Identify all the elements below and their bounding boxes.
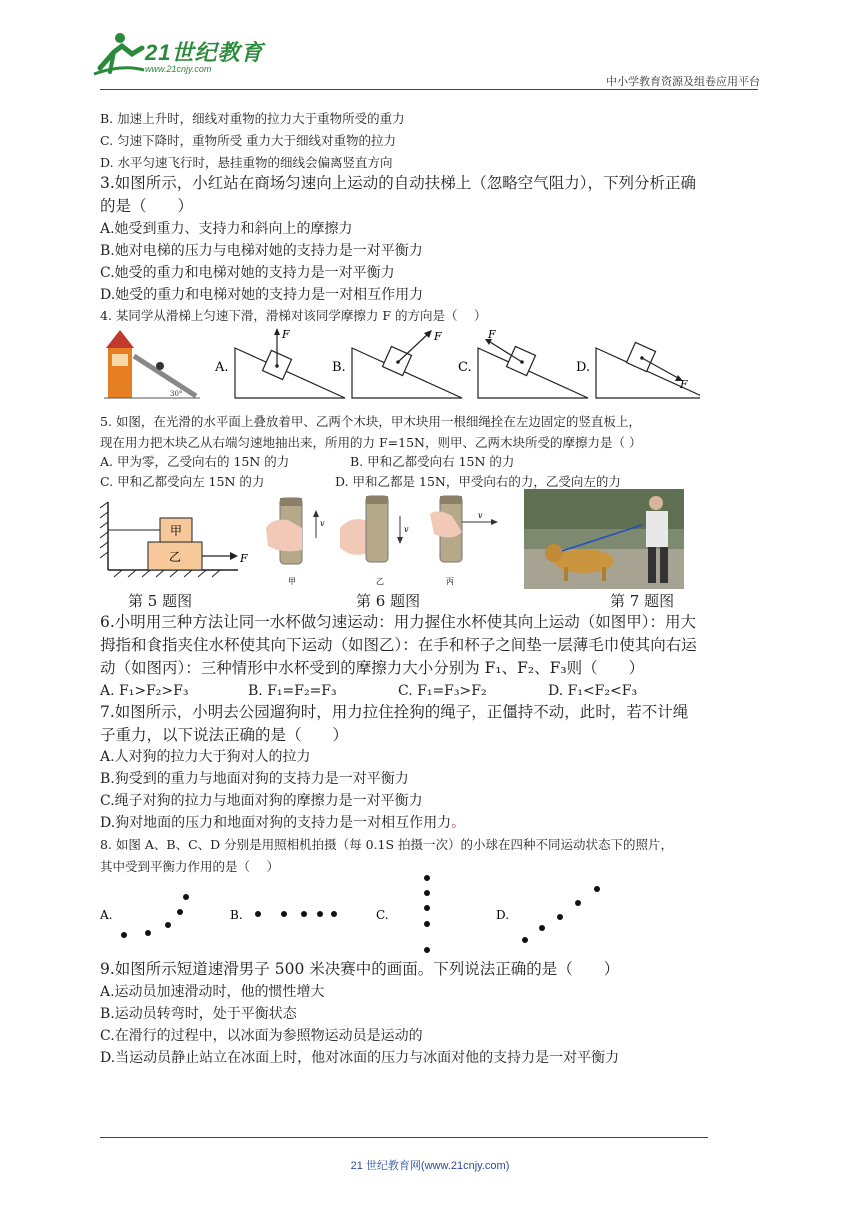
q7-option-a: A.人对狗的拉力大于狗对人的拉力 [100, 749, 311, 765]
q3-stem-1: 3.如图所示，小红站在商场匀速向上运动的自动扶梯上（忽略空气阻力），下列分析正确 [100, 174, 697, 192]
q6-stem-3: 动（如图丙）：三种情形中水杯受到的摩擦力大小分别为 F₁、F₂、F₃则（ ） [100, 659, 645, 677]
q4-option-b-label: B. [332, 360, 346, 375]
q2-option-d: D. 水平匀速飞行时，悬挂重物的细线会偏离竖直方向 [100, 155, 393, 170]
q4-option-c-diagram [478, 328, 591, 398]
q3-option-a: A.她受到重力、支持力和斜向上的摩擦力 [100, 221, 353, 237]
q4-d-force-label: F [680, 378, 688, 391]
logo-url: www.21cnjy.com [145, 64, 212, 74]
q3-option-b: B.她对电梯的压力与电梯对她的支持力是一对平衡力 [100, 243, 423, 259]
q5-option-c: C. 甲和乙都受向左 15N 的力 [100, 474, 265, 489]
q6-option-a: A. F₁>F₂>F₃ [100, 683, 189, 699]
q9-option-b: B.运动员转弯时，处于平衡状态 [100, 1006, 297, 1022]
q3-option-d: D.她受的重力和电梯对她的支持力是一对相互作用力 [100, 287, 424, 303]
q8-option-b-label: B. [230, 908, 243, 922]
q2-option-b: B. 加速上升时，细线对重物的拉力大于重物所受的重力 [100, 111, 405, 126]
q6-option-c: C. F₁=F₃>F₂ [398, 683, 487, 699]
q8-dots-a [121, 894, 189, 938]
q7-red-mark: 。 [451, 815, 466, 831]
q2-option-c: C. 匀速下降时，重物所受 重力大于细线对重物的拉力 [100, 133, 397, 148]
q6-option-b: B. F₁=F₂=F₃ [248, 683, 337, 699]
q8-dots-b [255, 911, 337, 917]
q8-option-a-label: A. [100, 908, 113, 922]
q8-option-c-label: C. [376, 908, 389, 922]
q6-stem-2: 拇指和食指夹住水杯使其向下运动（如图乙）：在手和杯子之间垫一层薄毛巾使其向右运 [100, 636, 697, 654]
fig6-label-bing: 丙 [446, 577, 454, 586]
q4-option-a-diagram [235, 328, 345, 398]
caption-fig7: 第 7 题图 [610, 592, 675, 610]
q7-option-d [100, 812, 465, 834]
q7-option-b: B.狗受到的重力与地面对狗的支持力是一对平衡力 [100, 771, 409, 787]
q9-option-c: C.在滑行的过程中，以冰面为参照物运动员是运动的 [100, 1028, 423, 1044]
slide-angle-label: 30° [170, 390, 183, 398]
block-yi-label: 乙 [168, 550, 182, 564]
fig6-b-velocity: v [404, 525, 409, 534]
footer-url[interactable]: 21 世纪教育网(www.21cnjy.com) [350, 1160, 510, 1172]
fig6-label-jia: 甲 [288, 577, 296, 586]
q8-figure [96, 872, 616, 958]
caption-fig5: 第 5 题图 [128, 592, 193, 610]
q4-a-force-label: F [282, 328, 290, 341]
fig6-a-velocity: v [320, 519, 325, 528]
q9-option-a: A.运动员加速滑动时，他的惯性增大 [100, 984, 325, 1000]
page-header [0, 0, 860, 92]
q4-b-force-label: F [434, 330, 442, 343]
header-divider [100, 89, 758, 90]
q4-stem: 4. 某同学从滑梯上匀速下滑，滑梯对该同学摩擦力 F 的方向是（ ） [100, 308, 487, 323]
q4-c-force-label: F [488, 328, 496, 341]
q7-option-d-text: D.狗对地面的压力和地面对狗的支持力是一对相互作用力 [100, 815, 452, 831]
q4-option-d-label: D. [576, 360, 591, 375]
platform-name: 中小学教育资源及组卷应用平台 [606, 75, 760, 88]
q4-option-a-label: A. [215, 360, 229, 375]
q8-option-d-label: D. [496, 908, 510, 922]
q3-stem-2: 的是（ ） [100, 197, 194, 215]
q5-stem-2: 现在用力把木块乙从右端匀速地抽出来，所用的力 F=15N，则甲、乙两木块所受的摩擦力是（ ） [100, 435, 642, 450]
q3-option-c: C.她受的重力和电梯对她的支持力是一对平衡力 [100, 265, 395, 281]
q7-option-c: C.绳子对狗的拉力与地面对狗的摩擦力是一对平衡力 [100, 793, 423, 809]
cup-grip-up-icon [266, 498, 325, 586]
fig6-label-yi: 乙 [376, 577, 384, 586]
q5-option-d: D. 甲和乙都是 15N，甲受向右的力，乙受向左的力 [335, 474, 621, 489]
q4-option-c-label: C. [458, 360, 472, 375]
fig5-force-label: F [240, 552, 248, 565]
q7-stem-2: 子重力，以下说法正确的是（ ） [100, 726, 349, 744]
q8-stem-1: 8. 如图 A、B、C、D 分别是用照相机拍摄（每 0.1S 拍摄一次）的小球在四种不同运动状态下的照片， [100, 837, 674, 852]
q5-option-b: B. 甲和乙都受向右 15N 的力 [350, 454, 515, 469]
caption-fig6: 第 6 题图 [356, 592, 421, 610]
block-jia-label: 甲 [169, 524, 183, 538]
q5-stem-1: 5. 如图，在光滑的水平面上叠放着甲、乙两个木块，甲木块用一根细绳拴在左边固定的竖直板上， [100, 414, 641, 429]
q9-stem: 9.如图所示短道速滑男子 500 米决赛中的画面。下列说法正确的是（ ） [100, 960, 620, 978]
slide-playground-icon [104, 330, 200, 398]
logo-text: 21世纪教育 [145, 40, 264, 65]
q6-figure [262, 488, 502, 588]
cup-pinch-down-icon [340, 496, 409, 586]
q8-dots-c [424, 875, 430, 953]
cup-towel-right-icon [430, 496, 498, 586]
footer-divider [100, 1137, 708, 1138]
fig6-c-velocity: v [478, 511, 483, 520]
q4-option-d-diagram [596, 342, 700, 398]
q7-stem-1: 7.如图所示，小明去公园遛狗时，用力拉住拴狗的绳子，正僵持不动，此时，若不计绳 [100, 703, 689, 721]
q7-dog-walking-photo [524, 489, 684, 589]
q4-option-b-diagram [352, 330, 462, 398]
q4-figure [100, 326, 700, 402]
q9-option-d: D.当运动员静止站立在冰面上时，他对冰面的压力与冰面对他的支持力是一对平衡力 [100, 1050, 620, 1066]
q6-option-d: D. F₁<F₂<F₃ [548, 683, 638, 699]
q6-stem-1: 6.小明用三种方法让同一水杯做匀速运动：用力握住水杯使其向上运动（如图甲）：用大 [100, 613, 697, 631]
q5-figure [100, 500, 255, 580]
q5-option-a: A. 甲为零，乙受向右的 15N 的力 [100, 454, 290, 469]
q8-dots-d [522, 886, 600, 943]
q8-stem-2: 其中受到平衡力作用的是（ ） [100, 859, 279, 874]
